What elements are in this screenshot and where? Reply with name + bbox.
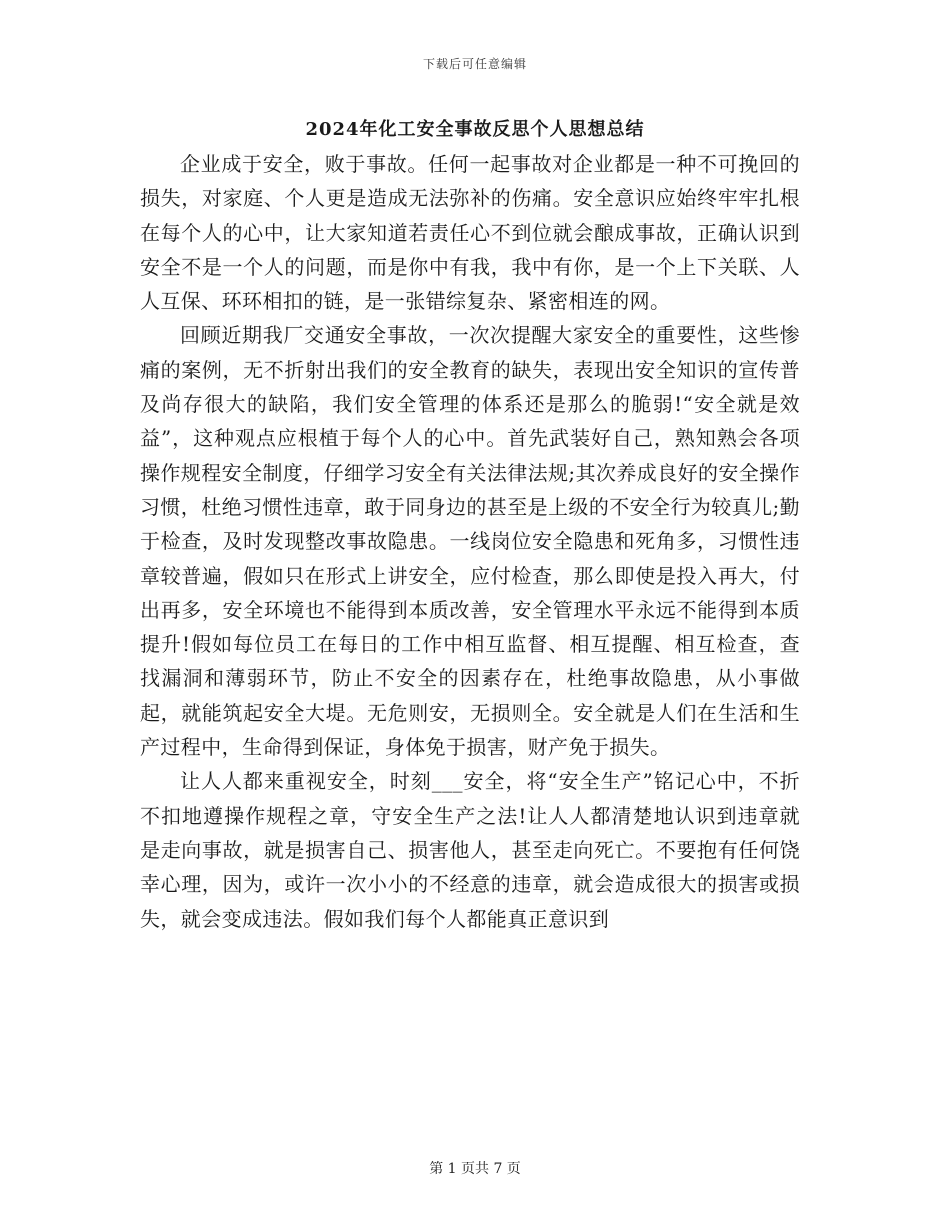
page-number: 第 1 页共 7 页 bbox=[429, 1161, 521, 1177]
document-body bbox=[140, 147, 800, 936]
paragraph-2: 回顾近期我厂交通安全事故，一次次提醒大家安全的重要性，这些惨痛的案例，无不折射出我们的安全教育的缺失，表现出安全知识的宣传普及尚存很大的缺陷，我们安全管理的体系还是那么的脆弱!“安全就是效益”，这种观点应根植于每个人的心中。首先武装好自己，熟知熟会各项操作规程安全制度，仔细学习安全有关法律法规;其次养成良好的安全操作习惯，杜绝习惯性违章，敢于同身边的甚至是上级的不安全行为较真儿;勤于检查，及时发现整改事故隐患。一线岗位安全隐患和死角多，习惯性违章较普遍，假如只在形式上讲安全，应付检查，那么即使是投入再大，付出再多，安全环境也不能得到本质改善，安全管理水平永远不能得到本质提升!假如每位员工在每日的工作中相互监督、相互提醒、相互检查，查找漏洞和薄弱环节，防止不安全的因素存在，杜绝事故隐患，从小事做起，就能筑起安全大堤。无危则安，无损则全。安全就是人们在生活和生产过程中，生命得到保证，身体免于损害，财产免于损失。 bbox=[140, 323, 800, 760]
paragraph-1: 企业成于安全，败于事故。任何一起事故对企业都是一种不可挽回的损失，对家庭、个人更是造成无法弥补的伤痛。安全意识应始终牢牢扎根在每个人的心中，让大家知道若责任心不到位就会酿成事故，正确认识到安全不是一个人的问题，而是你中有我，我中有你，是一个上下关联、人人互保、环环相扣的链，是一张错综复杂、紧密相连的网。 bbox=[140, 152, 800, 314]
paragraph-3: 让人人都来重视安全，时刻___安全，将“安全生产”铭记心中，不折不扣地遵操作规程之章，守安全生产之法!让人人都清楚地认识到违章就是走向事故，就是损害自己、损害他人，甚至走向死亡。不要抱有任何饶幸心理，因为，或许一次小小的不经意的违章，就会造成很大的损害或损失，就会变成违法。假如我们每个人都能真正意识到 bbox=[140, 769, 800, 931]
document-title: 2024年化工安全事故反思个人思想总结 bbox=[305, 119, 645, 140]
header-note: 下载后可任意编辑 bbox=[422, 57, 527, 71]
